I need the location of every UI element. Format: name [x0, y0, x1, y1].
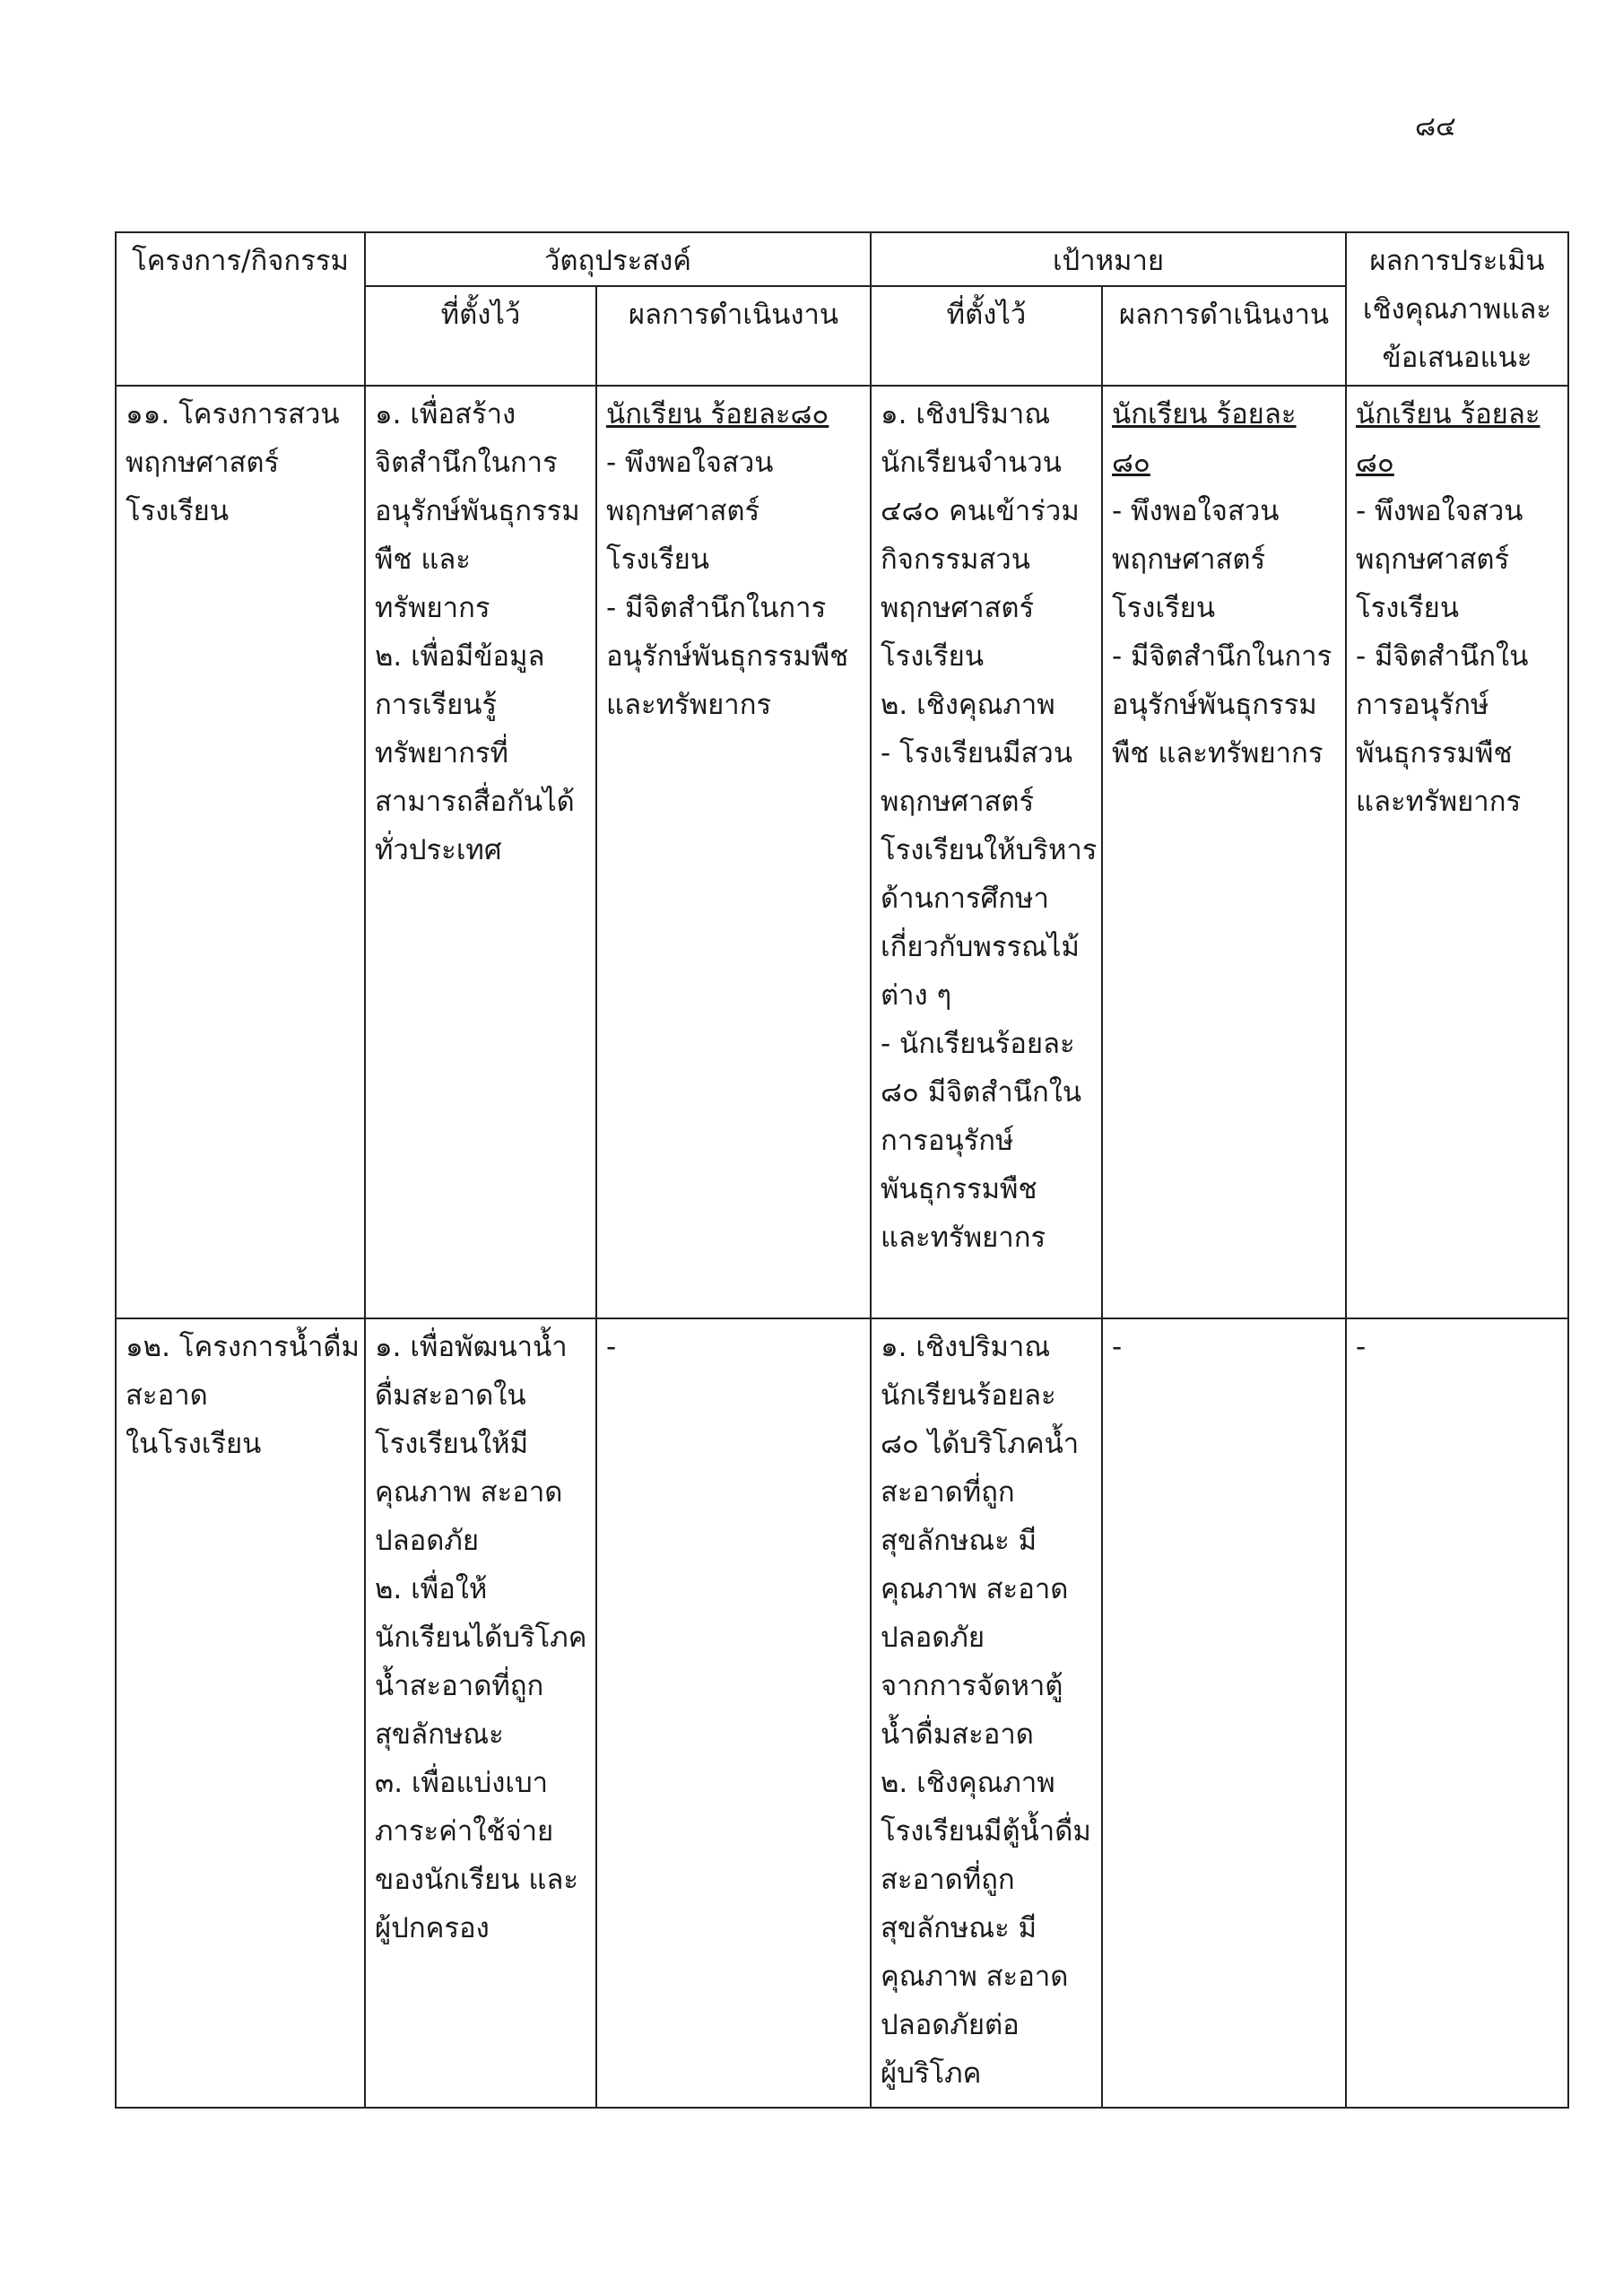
cell-line: ๒. เชิงคุณภาพ: [881, 1767, 1055, 1799]
cell-objective-result: [596, 1318, 871, 2108]
cell-line: ๑๒. โครงการน้ำดื่ม: [126, 1331, 360, 1363]
cell-line: ของนักเรียน และ: [375, 1864, 578, 1896]
cell-line: จากการจัดหาตู้: [881, 1670, 1063, 1702]
cell-line: ปลอดภัยต่อ: [881, 2009, 1020, 2041]
cell-line: ๓. เพื่อแบ่งเบา: [375, 1767, 549, 1799]
cell-line: การเรียนรู้: [375, 689, 498, 721]
cell-project: [116, 386, 365, 1318]
cell-line: ๑. เชิงปริมาณ: [881, 398, 1051, 430]
cell-line: ต่าง ๆ: [881, 979, 952, 1012]
header-evaluation-line: ผลการประเมิน: [1369, 245, 1545, 277]
header-target-result: ผลการดำเนินงาน: [1102, 286, 1346, 386]
cell-line: ภาระค่าใช้จ่าย: [375, 1815, 554, 1848]
cell-line: กิจกรรมสวน: [881, 544, 1030, 576]
cell-line: สะอาดที่ถูก: [881, 1476, 1015, 1509]
cell-line: โรงเรียน: [126, 495, 230, 527]
cell-line: โรงเรียน: [606, 544, 710, 576]
cell-target-set: [871, 1318, 1102, 2108]
cell-line-underlined: นักเรียน ร้อยละ๘๐: [606, 398, 829, 430]
cell-objective-set: [365, 386, 596, 1318]
cell-line: อนุรักษ์พันธุกรรม: [1112, 689, 1317, 721]
header-evaluation: [1346, 232, 1568, 386]
cell-line: ๘๐ มีจิตสำนึกใน: [881, 1076, 1082, 1109]
cell-line: และทรัพยากร: [1356, 786, 1522, 818]
cell-line: โรงเรียนให้บริหาร: [881, 834, 1098, 866]
cell-line: ๑. เพื่อสร้าง: [375, 398, 516, 430]
cell-line-underlined: นักเรียน ร้อยละ: [1112, 398, 1297, 430]
cell-line: พฤกษศาสตร์: [1112, 544, 1266, 576]
project-evaluation-table: [115, 231, 1569, 2109]
cell-line: โรงเรียนมีตู้น้ำดื่ม: [881, 1815, 1091, 1848]
cell-line-underlined: ๘๐: [1112, 447, 1150, 479]
cell-line: สุขลักษณะ มี: [881, 1525, 1037, 1557]
cell-line: ๒. เชิงคุณภาพ: [881, 689, 1055, 721]
cell-line: และทรัพยากร: [606, 689, 772, 721]
cell-line: นักเรียนจำนวน: [881, 447, 1062, 479]
cell-line: และทรัพยากร: [881, 1222, 1046, 1254]
cell-line: ผู้ปกครอง: [375, 1912, 490, 1944]
cell-line-underlined: นักเรียน ร้อยละ: [1356, 398, 1541, 430]
cell-target-result: [1102, 386, 1346, 1318]
cell-line: - พึงพอใจสวน: [606, 447, 774, 479]
cell-line: ๒. เพื่อมีข้อมูล: [375, 640, 545, 673]
cell-project: [116, 1318, 365, 2108]
cell-line: ทั่วประเทศ: [375, 834, 502, 866]
cell-line-underlined: ๘๐: [1356, 447, 1394, 479]
cell-line: นักเรียนร้อยละ: [881, 1379, 1056, 1412]
cell-objective-set: [365, 1318, 596, 2108]
cell-line: ทรัพยากร: [375, 592, 490, 624]
cell-line: เกี่ยวกับพรรณไม้: [881, 931, 1080, 963]
cell-line: ๑๑. โครงการสวน: [126, 398, 340, 430]
cell-line: พฤกษศาสตร์: [606, 495, 760, 527]
header-evaluation-line: ข้อเสนอแนะ: [1382, 342, 1532, 374]
cell-line: ปลอดภัย: [375, 1525, 480, 1557]
cell-line: -: [606, 1331, 617, 1363]
header-target-set: ที่ตั้งไว้: [871, 286, 1102, 386]
cell-line: พฤกษศาสตร์: [881, 592, 1035, 624]
cell-line: ดื่มสะอาดใน: [375, 1379, 526, 1412]
cell-line: คุณภาพ สะอาด: [375, 1476, 563, 1509]
table-row: [116, 386, 1568, 1318]
cell-line: การอนุรักษ์: [1356, 689, 1489, 721]
cell-line: อนุรักษ์พันธุกรรม: [375, 495, 580, 527]
cell-line: - มีจิตสำนึกใน: [1356, 640, 1529, 673]
cell-line: จิตสำนึกในการ: [375, 447, 558, 479]
cell-line: โรงเรียน: [1112, 592, 1216, 624]
table-row: [116, 1318, 1568, 2108]
cell-line: พฤกษศาสตร์: [1356, 544, 1510, 576]
cell-line: สุขลักษณะ มี: [881, 1912, 1037, 1944]
cell-line: - พึงพอใจสวน: [1112, 495, 1280, 527]
cell-line: - พึงพอใจสวน: [1356, 495, 1523, 527]
cell-line: พฤกษศาสตร์: [126, 447, 280, 479]
header-evaluation-line: เชิงคุณภาพและ: [1362, 293, 1552, 326]
cell-evaluation: [1346, 386, 1568, 1318]
cell-line: - โรงเรียนมีสวน: [881, 737, 1073, 770]
cell-line: ด้านการศึกษา: [881, 883, 1049, 915]
cell-line: พฤกษศาสตร์: [881, 786, 1035, 818]
cell-line: พันธุกรรมพืช: [1356, 737, 1513, 770]
cell-target-result: [1102, 1318, 1346, 2108]
cell-objective-result: [596, 386, 871, 1318]
cell-line: ทรัพยากรที่: [375, 737, 508, 770]
cell-line: โรงเรียน: [881, 640, 985, 673]
cell-line: - มีจิตสำนึกในการ: [1112, 640, 1332, 673]
cell-line: สามารถสื่อกันได้: [375, 786, 575, 818]
cell-line: สุขลักษณะ: [375, 1718, 504, 1751]
header-objective-result: ผลการดำเนินงาน: [596, 286, 871, 386]
cell-line: ๑. เชิงปริมาณ: [881, 1331, 1051, 1363]
cell-line: อนุรักษ์พันธุกรรมพืช: [606, 640, 849, 673]
cell-line: -: [1112, 1331, 1123, 1363]
header-objective: วัตถุประสงค์: [365, 232, 871, 286]
page-number: ๘๔: [1415, 111, 1456, 143]
cell-line: ๑. เพื่อพัฒนาน้ำ: [375, 1331, 568, 1363]
cell-line: น้ำสะอาดที่ถูก: [375, 1670, 544, 1702]
cell-line: ผู้บริโภค: [881, 2057, 982, 2090]
cell-line: สะอาด: [126, 1379, 208, 1412]
cell-line: โรงเรียนให้มี: [375, 1428, 529, 1460]
cell-evaluation: [1346, 1318, 1568, 2108]
header-project: โครงการ/กิจกรรม: [116, 232, 365, 386]
cell-line: - มีจิตสำนึกในการ: [606, 592, 827, 624]
cell-line: ๔๘๐ คนเข้าร่วม: [881, 495, 1080, 527]
cell-line: โรงเรียน: [1356, 592, 1460, 624]
cell-line: น้ำดื่มสะอาด: [881, 1718, 1034, 1751]
cell-line: พืช และ: [375, 544, 471, 576]
header-row-1: [116, 232, 1568, 286]
cell-line: ๒. เพื่อให้: [375, 1573, 488, 1605]
cell-line: -: [1356, 1331, 1367, 1363]
cell-line: - นักเรียนร้อยละ: [881, 1028, 1075, 1060]
cell-line: ๘๐ ได้บริโภคน้ำ: [881, 1428, 1080, 1460]
header-objective-set: ที่ตั้งไว้: [365, 286, 596, 386]
cell-target-set: [871, 386, 1102, 1318]
cell-line: ปลอดภัย: [881, 1622, 985, 1654]
cell-line: นักเรียนได้บริโภค: [375, 1622, 587, 1654]
cell-line: พันธุกรรมพืช: [881, 1173, 1037, 1205]
cell-line: ในโรงเรียน: [126, 1428, 262, 1460]
cell-line: พืช และทรัพยากร: [1112, 737, 1324, 770]
cell-line: คุณภาพ สะอาด: [881, 1961, 1069, 1993]
cell-line: การอนุรักษ์: [881, 1125, 1014, 1157]
header-target: เป้าหมาย: [871, 232, 1346, 286]
cell-line: สะอาดที่ถูก: [881, 1864, 1015, 1896]
cell-line: คุณภาพ สะอาด: [881, 1573, 1069, 1605]
